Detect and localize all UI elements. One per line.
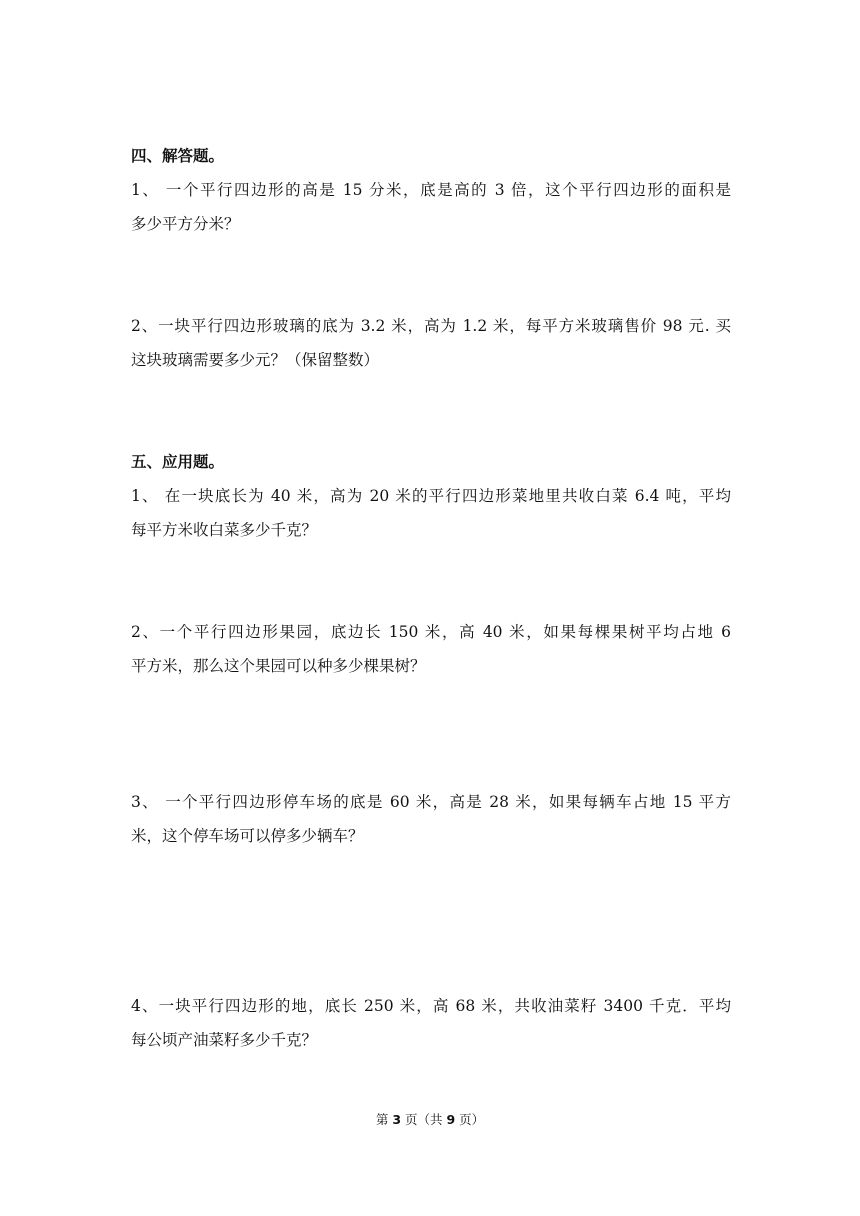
section-heading-5: 五、应用题。 bbox=[131, 453, 225, 471]
question-4-1-line-1: 1、 一个平行四边形的高是 15 分米，底是高的 3 倍，这个平行四边形的面积是 bbox=[131, 181, 731, 199]
question-5-4-line-2: 每公顷产油菜籽多少千克？ bbox=[131, 1031, 318, 1049]
question-4-2-line-1: 2、一块平行四边形玻璃的底为 3.2 米，高为 1.2 米，每平方米玻璃售价 98 元. 买 bbox=[131, 317, 731, 335]
question-5-1-line-2: 每平方米收白菜多少千克？ bbox=[131, 521, 318, 539]
footer-page-number: 3 bbox=[392, 1112, 402, 1127]
question-5-3-line-1: 3、 一个平行四边形停车场的底是 60 米，高是 28 米，如果每辆车占地 15 平方 bbox=[131, 793, 731, 811]
question-5-4-line-1: 4、一块平行四边形的地，底长 250 米，高 68 米，共收油菜籽 3400 千克．平均 bbox=[131, 997, 731, 1015]
footer-middle: 页（共 bbox=[401, 1112, 447, 1127]
question-5-1-line-1: 1、 在一块底长为 40 米，高为 20 米的平行四边形菜地里共收白菜 6.4 吨，平均 bbox=[131, 487, 731, 505]
question-4-1-line-2: 多少平方分米？ bbox=[131, 215, 240, 233]
question-4-2-line-2: 这块玻璃需要多少元？（保留整数） bbox=[131, 351, 380, 369]
footer-prefix: 第 bbox=[375, 1112, 393, 1127]
section-heading-4: 四、解答题。 bbox=[131, 147, 225, 165]
footer-total-pages: 9 bbox=[446, 1112, 456, 1127]
question-5-2-line-2: 平方米，那么这个果园可以种多少棵果树？ bbox=[131, 657, 426, 675]
question-5-3-line-2: 米，这个停车场可以停多少辆车？ bbox=[131, 827, 364, 845]
question-5-2-line-1: 2、一个平行四边形果园，底边长 150 米，高 40 米，如果每棵果树平均占地 6 bbox=[131, 623, 731, 641]
footer-suffix: 页） bbox=[455, 1112, 485, 1127]
page-footer bbox=[0, 1112, 860, 1128]
